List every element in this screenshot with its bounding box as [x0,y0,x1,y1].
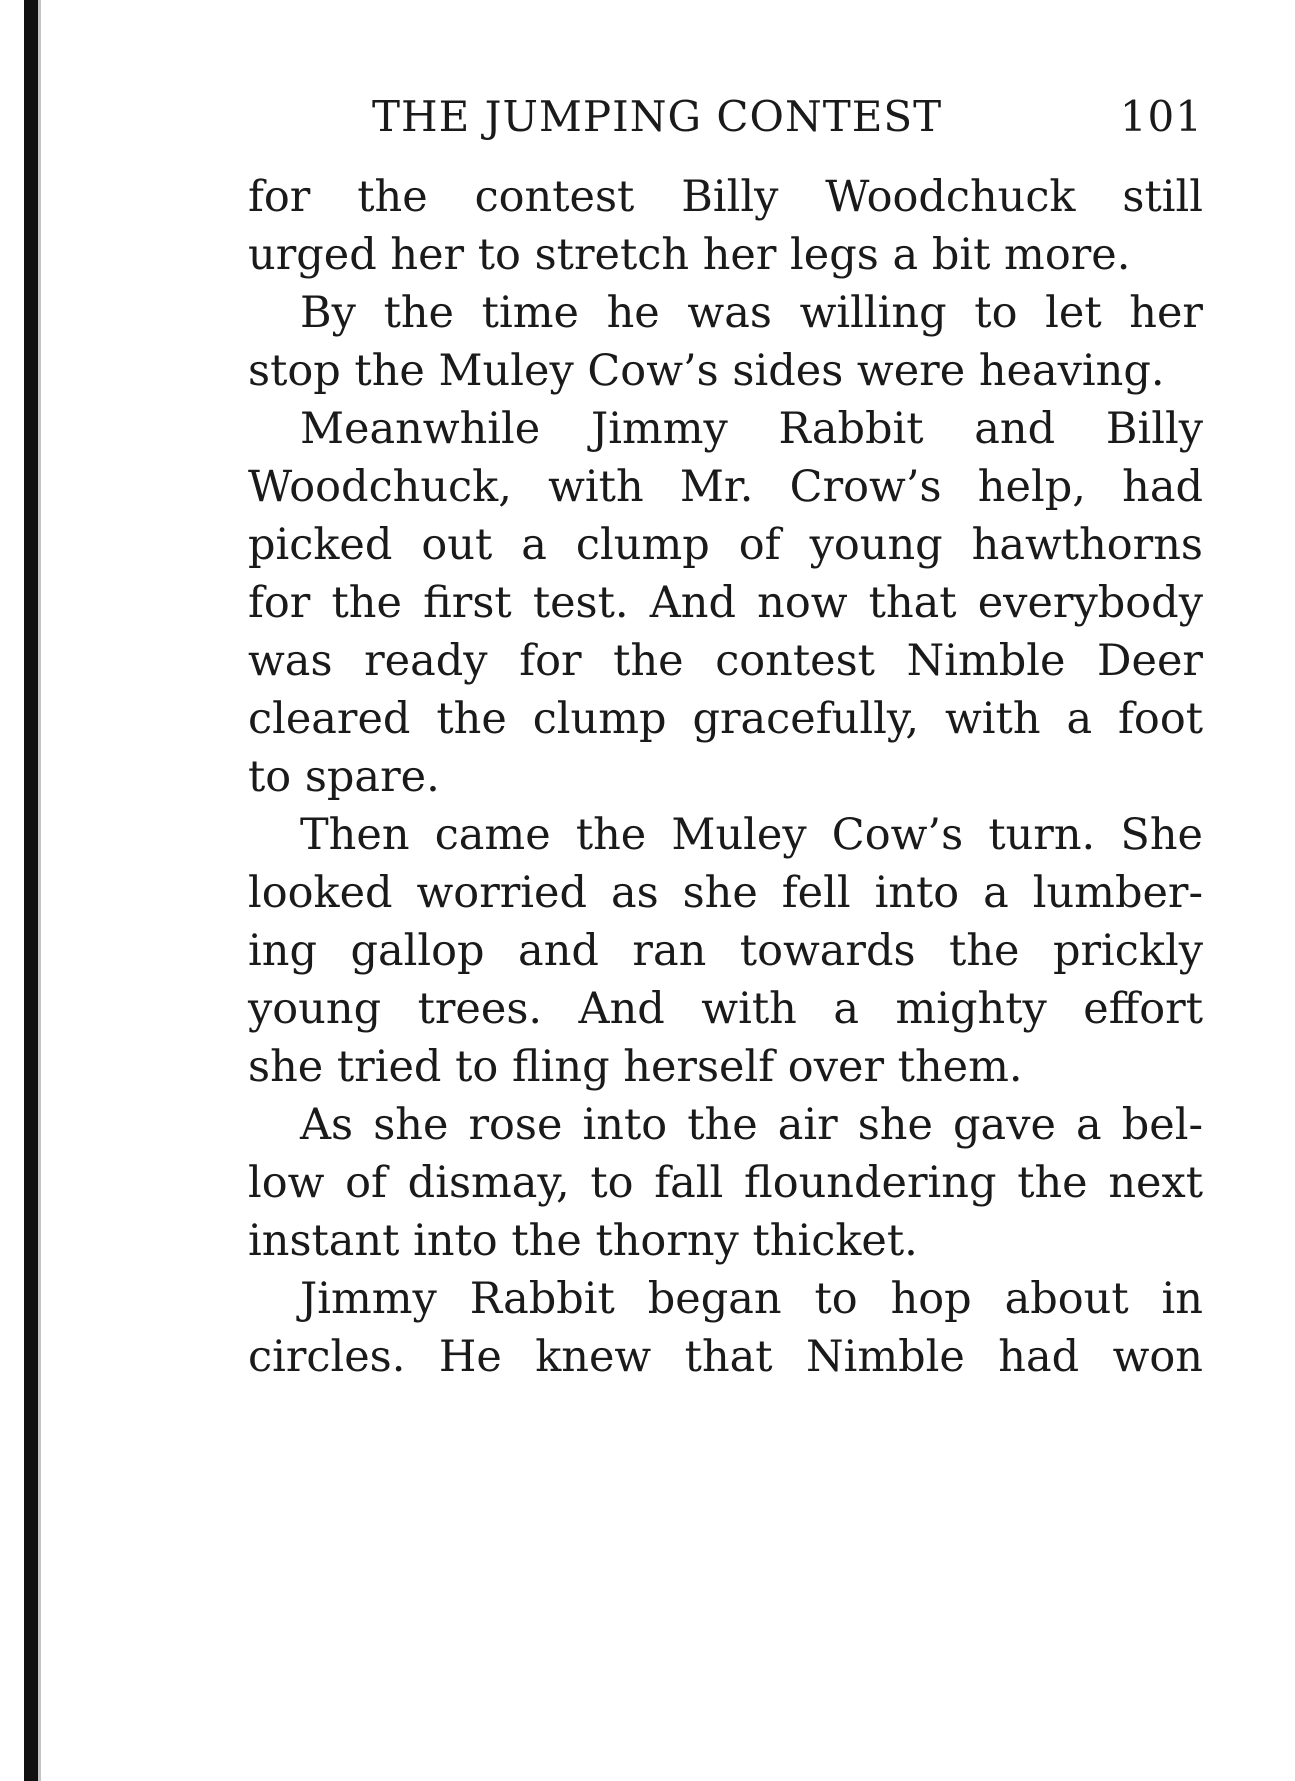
running-head [372,92,1203,152]
paragraph-start-line: Meanwhile Jimmy Rabbit and Billy [300,404,1203,454]
text-line: Woodchuck, with Mr. Crow’s help, had [248,462,1203,512]
text-line: for the first test. And now that everybody [248,578,1203,628]
text-line: picked out a clump of young hawthorns [248,520,1203,570]
paragraph-start-line: As she rose into the air she gave a bel- [300,1100,1203,1150]
text-line: cleared the clump gracefully, with a foot [248,694,1203,744]
binding-shadow [38,0,41,1781]
text-line: was ready for the contest Nimble Deer [248,636,1203,686]
paragraph-start-line: By the time he was willing to let her [300,288,1203,338]
text-line: young trees. And with a mighty effort [248,984,1203,1034]
running-title: THE JUMPING CONTEST [372,92,943,141]
text-line: looked worried as she fell into a lumber- [248,868,1203,918]
text-line: ing gallop and ran towards the prickly [248,926,1203,976]
paragraph-start-line: Jimmy Rabbit began to hop about in [300,1274,1203,1324]
page-number: 101 [1119,92,1203,141]
paragraph-start-line: Then came the Muley Cow’s turn. She [300,810,1203,860]
body-text [248,168,1203,1382]
binding-edge [24,0,38,1781]
text-line: stop the Muley Cow’s sides were heaving. [248,346,1165,396]
text-line: urged her to stretch her legs a bit more. [248,230,1131,280]
text-line: circles. He knew that Nimble had won [248,1332,1203,1382]
text-line: she tried to fling herself over them. [248,1042,1023,1092]
text-line: for the contest Billy Woodchuck still [248,172,1203,222]
text-line: to spare. [248,752,440,802]
text-line: instant into the thorny thicket. [248,1216,918,1266]
text-line: low of dismay, to fall floundering the next [248,1158,1203,1208]
